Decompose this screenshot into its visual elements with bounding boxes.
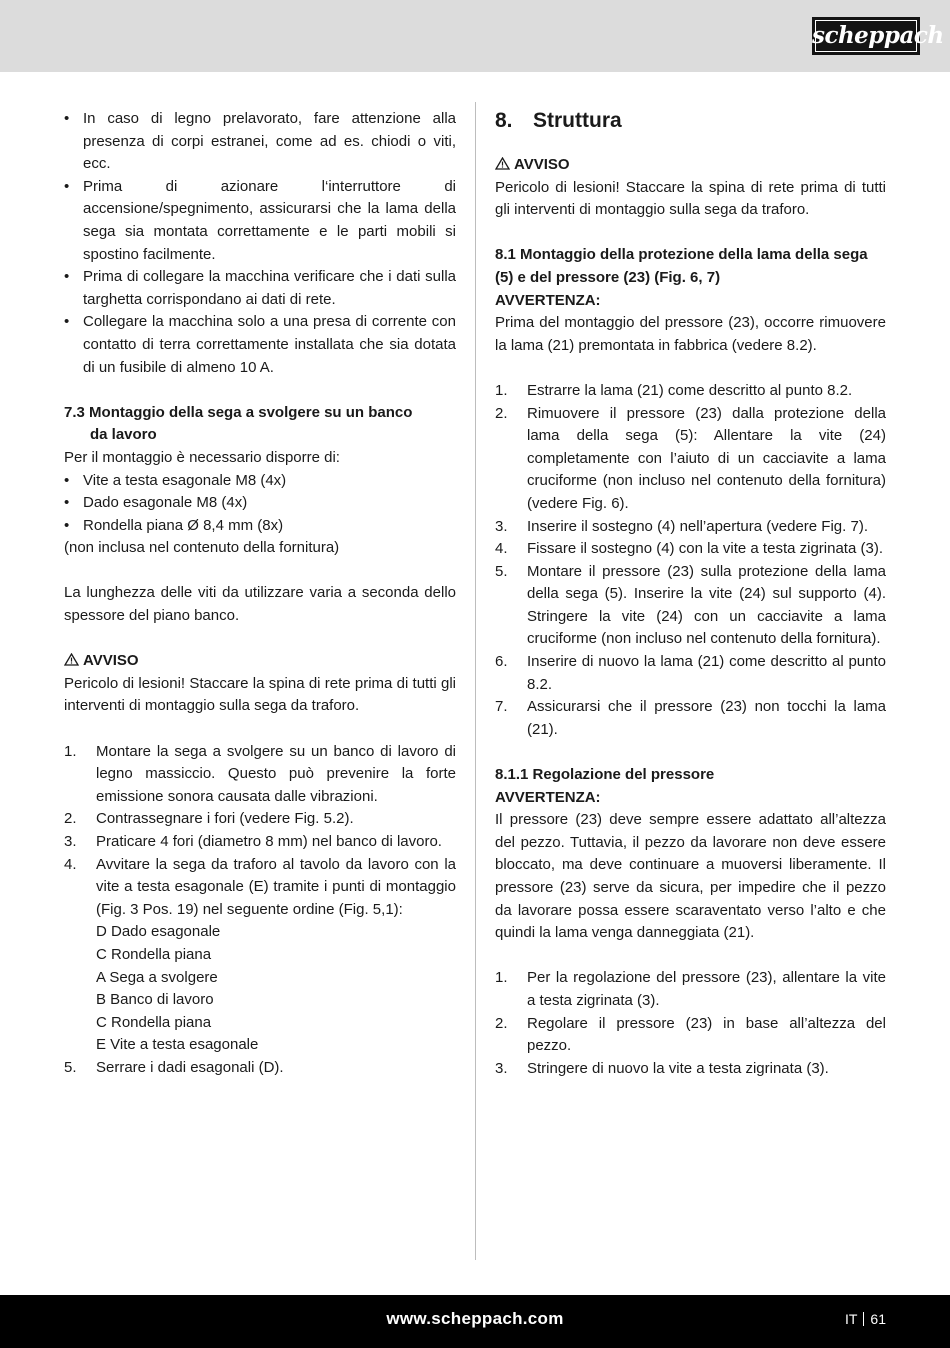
list-item — [495, 561, 886, 651]
step-text: Inserire di nuovo la lama (21) come descritto al punto 8.2. — [527, 653, 886, 693]
warning-triangle-icon — [64, 653, 79, 666]
step-number: 2. — [64, 810, 77, 828]
step-number: 6. — [495, 653, 508, 671]
order-item: E Vite a testa esagonale — [96, 1036, 259, 1054]
list-item — [495, 696, 886, 741]
step-text: Fissare il sostegno (4) con la vite a testa zigrinata (3). — [527, 540, 883, 558]
list-item — [495, 380, 886, 403]
step-number: 1. — [64, 742, 77, 760]
caution-text: Prima del montaggio del pressore (23), occorre rimuovere la lama (21) premontata in fabbrica (vedere 8.2). — [495, 314, 886, 354]
caution-text: Il pressore (23) deve sempre essere adattato all’altezza del pezzo. Tuttavia, il pezzo da lavorare non deve essere bloccato, ma deve continuare a muoversi liberamente. Il pressore (23) serve da sicura, per impedire che il pezzo da lavorare possa essere scaraventato verso l’alto e che quindi la lama venga danneggiata (21). — [495, 811, 886, 942]
order-item: D Dado esagonale — [96, 923, 221, 941]
footer-bar — [0, 1295, 950, 1348]
step-text: Inserire il sostegno (4) nell’apertura (vedere Fig. 7). — [527, 517, 868, 535]
list-item: • In caso di legno prelavorato, fare attenzione alla presenza di corpi estranei, come ad es. chiodi o viti, ecc. — [64, 108, 456, 176]
caution-label: AVVERTENZA: — [495, 788, 601, 806]
warning-label: AVVISO — [514, 156, 570, 173]
list-item — [495, 651, 886, 696]
left-column — [64, 108, 456, 1080]
list-item: • Prima di azionare l‘interruttore di accensione/spegnimento, assicurarsi che la lama della sega sia montata correttamente e le parti mobili si spostino facilmente. — [64, 176, 456, 266]
step-text: Stringere di nuovo la vite a testa zigrinata (3). — [527, 1059, 829, 1077]
list-item — [495, 403, 886, 516]
step-number: 3. — [64, 833, 77, 850]
list-item — [64, 1057, 456, 1080]
warning-text: Pericolo di lesioni! Staccare la spina di rete prima di tutti gli interventi di montaggio sulla sega da traforo. — [495, 178, 886, 219]
list-item — [64, 831, 456, 854]
warning-triangle-icon — [495, 157, 510, 170]
screw-length-paragraph: La lunghezza delle viti da utilizzare varia a seconda dello spessore del piano banco. — [64, 584, 456, 625]
page-indicator — [845, 1311, 886, 1327]
list-item: • Prima di collegare la macchina verificare che i dati sulla targhetta corrispondano ai dati di rete. — [64, 266, 456, 311]
right-column — [495, 108, 886, 1080]
step-number: 1. — [495, 381, 508, 399]
chapter-number: 8. — [495, 109, 513, 132]
section-heading-7-3 — [64, 402, 456, 447]
step-text: Per la regolazione del pressore (23), allentare la vite a testa zigrinata (3). — [527, 969, 886, 1009]
step-text: Avvitare la sega da traforo al tavolo da lavoro con la vite a testa esagonale (E) tramite i punti di montaggio (Fig. 3 Pos. 19) nel seguente ordine (Fig. 5,1): — [96, 855, 456, 918]
step-text: Montare il pressore (23) sulla protezione della lama della sega (5). Inserire la vite (24) sul supporto (4). Stringere la vite (24) con un cacciavite a lama cruciforme (non incluso nel contenuto della fornitura). — [527, 562, 886, 648]
order-item: A Sega a svolgere — [96, 968, 218, 986]
page-number: 61 — [870, 1311, 886, 1327]
section-title-line2: da lavoro — [90, 426, 157, 444]
brand-logo: scheppach — [812, 17, 920, 55]
header-bar — [0, 0, 950, 72]
list-item: • Vite a testa esagonale M8 (4x) — [64, 470, 456, 493]
caution-label: AVVERTENZA: — [495, 291, 601, 309]
chapter-heading — [495, 108, 886, 142]
list-item — [64, 808, 456, 831]
step-number: 5. — [495, 562, 508, 580]
list-item — [495, 538, 886, 561]
warning-text: Pericolo di lesioni! Staccare la spina di rete prima di tutti gli interventi di montaggio sulla sega da traforo. — [64, 674, 456, 715]
step-number: 4. — [495, 540, 508, 558]
section-heading-8-1: 8.1 Montaggio della protezione della lama della sega (5) e del pressore (23) (Fig. 6, 7) — [495, 246, 868, 286]
list-item — [495, 1058, 886, 1081]
website-link[interactable]: www.scheppach.com — [386, 1309, 564, 1328]
step-text: Assicurarsi che il pressore (23) non tocchi la lama (21). — [527, 698, 886, 738]
safety-bullet-list — [64, 108, 456, 379]
step-text: Montare la sega a svolgere su un banco di lavoro di legno massiccio. Questo può prevenire la forte emissione sonora causata dalle vibrazioni. — [96, 742, 456, 805]
step-text: Rimuovere il pressore (23) dalla protezione della lama della sega (5): Allentare la vite (24) completamente con l’aiuto di un cacciavite a lama cruciforme (non incluso nel contenuto della fornitura) (vedere Fig. 6). — [527, 404, 886, 512]
warning-heading — [64, 650, 456, 673]
step-text: Serrare i dadi esagonali (D). — [96, 1058, 284, 1076]
section-heading-8-1-1: 8.1.1 Regolazione del pressore — [495, 766, 715, 784]
assembly-steps-list — [495, 380, 886, 742]
mounting-steps-list — [64, 741, 456, 1080]
step-text: Praticare 4 fori (diametro 8 mm) nel banco di lavoro. — [96, 833, 442, 850]
list-item — [64, 854, 456, 1057]
order-item: C Rondella piana — [96, 945, 212, 963]
supply-note: (non inclusa nel contenuto della fornitura) — [64, 539, 340, 557]
step-text: Estrarre la lama (21) come descritto al punto 8.2. — [527, 381, 853, 399]
list-item — [64, 741, 456, 809]
order-item: C Rondella piana — [96, 1013, 212, 1031]
list-item: • Dado esagonale M8 (4x) — [64, 492, 456, 515]
language-code: IT — [844, 1311, 858, 1327]
step-number: 4. — [64, 855, 77, 873]
warning-label: AVVISO — [83, 652, 139, 670]
adjustment-steps-list — [495, 967, 886, 1080]
step-number: 2. — [495, 1014, 508, 1032]
list-item — [495, 516, 886, 539]
list-item: • Collegare la macchina solo a una presa di corrente con contatto di terra correttamente installata che sia dotata di un fusibile di almeno 10 A. — [64, 311, 456, 379]
list-item — [495, 1013, 886, 1058]
column-divider — [475, 102, 476, 1260]
list-item: • Rondella piana Ø 8,4 mm (8x) — [64, 515, 456, 538]
step-number: 3. — [495, 517, 508, 535]
order-item: B Banco di lavoro — [96, 991, 214, 1009]
step-text: Regolare il pressore (23) in base all’altezza del pezzo. — [527, 1014, 886, 1055]
list-item — [495, 967, 886, 1012]
mounting-parts-list — [64, 470, 456, 538]
step-number: 5. — [64, 1058, 77, 1076]
step-number: 2. — [495, 404, 508, 422]
step-number: 3. — [495, 1059, 508, 1077]
step-number: 7. — [495, 698, 508, 716]
step-text: Contrassegnare i fori (vedere Fig. 5.2). — [96, 810, 354, 828]
section-number: 7.3 — [64, 403, 85, 421]
section-title-line1: Montaggio della sega a svolgere su un banco — [89, 403, 413, 421]
chapter-title: Struttura — [533, 109, 622, 132]
step-number: 1. — [495, 969, 508, 987]
mounting-intro: Per il montaggio è necessario disporre di: — [64, 448, 340, 466]
separator — [863, 1312, 864, 1326]
warning-heading — [495, 154, 886, 177]
